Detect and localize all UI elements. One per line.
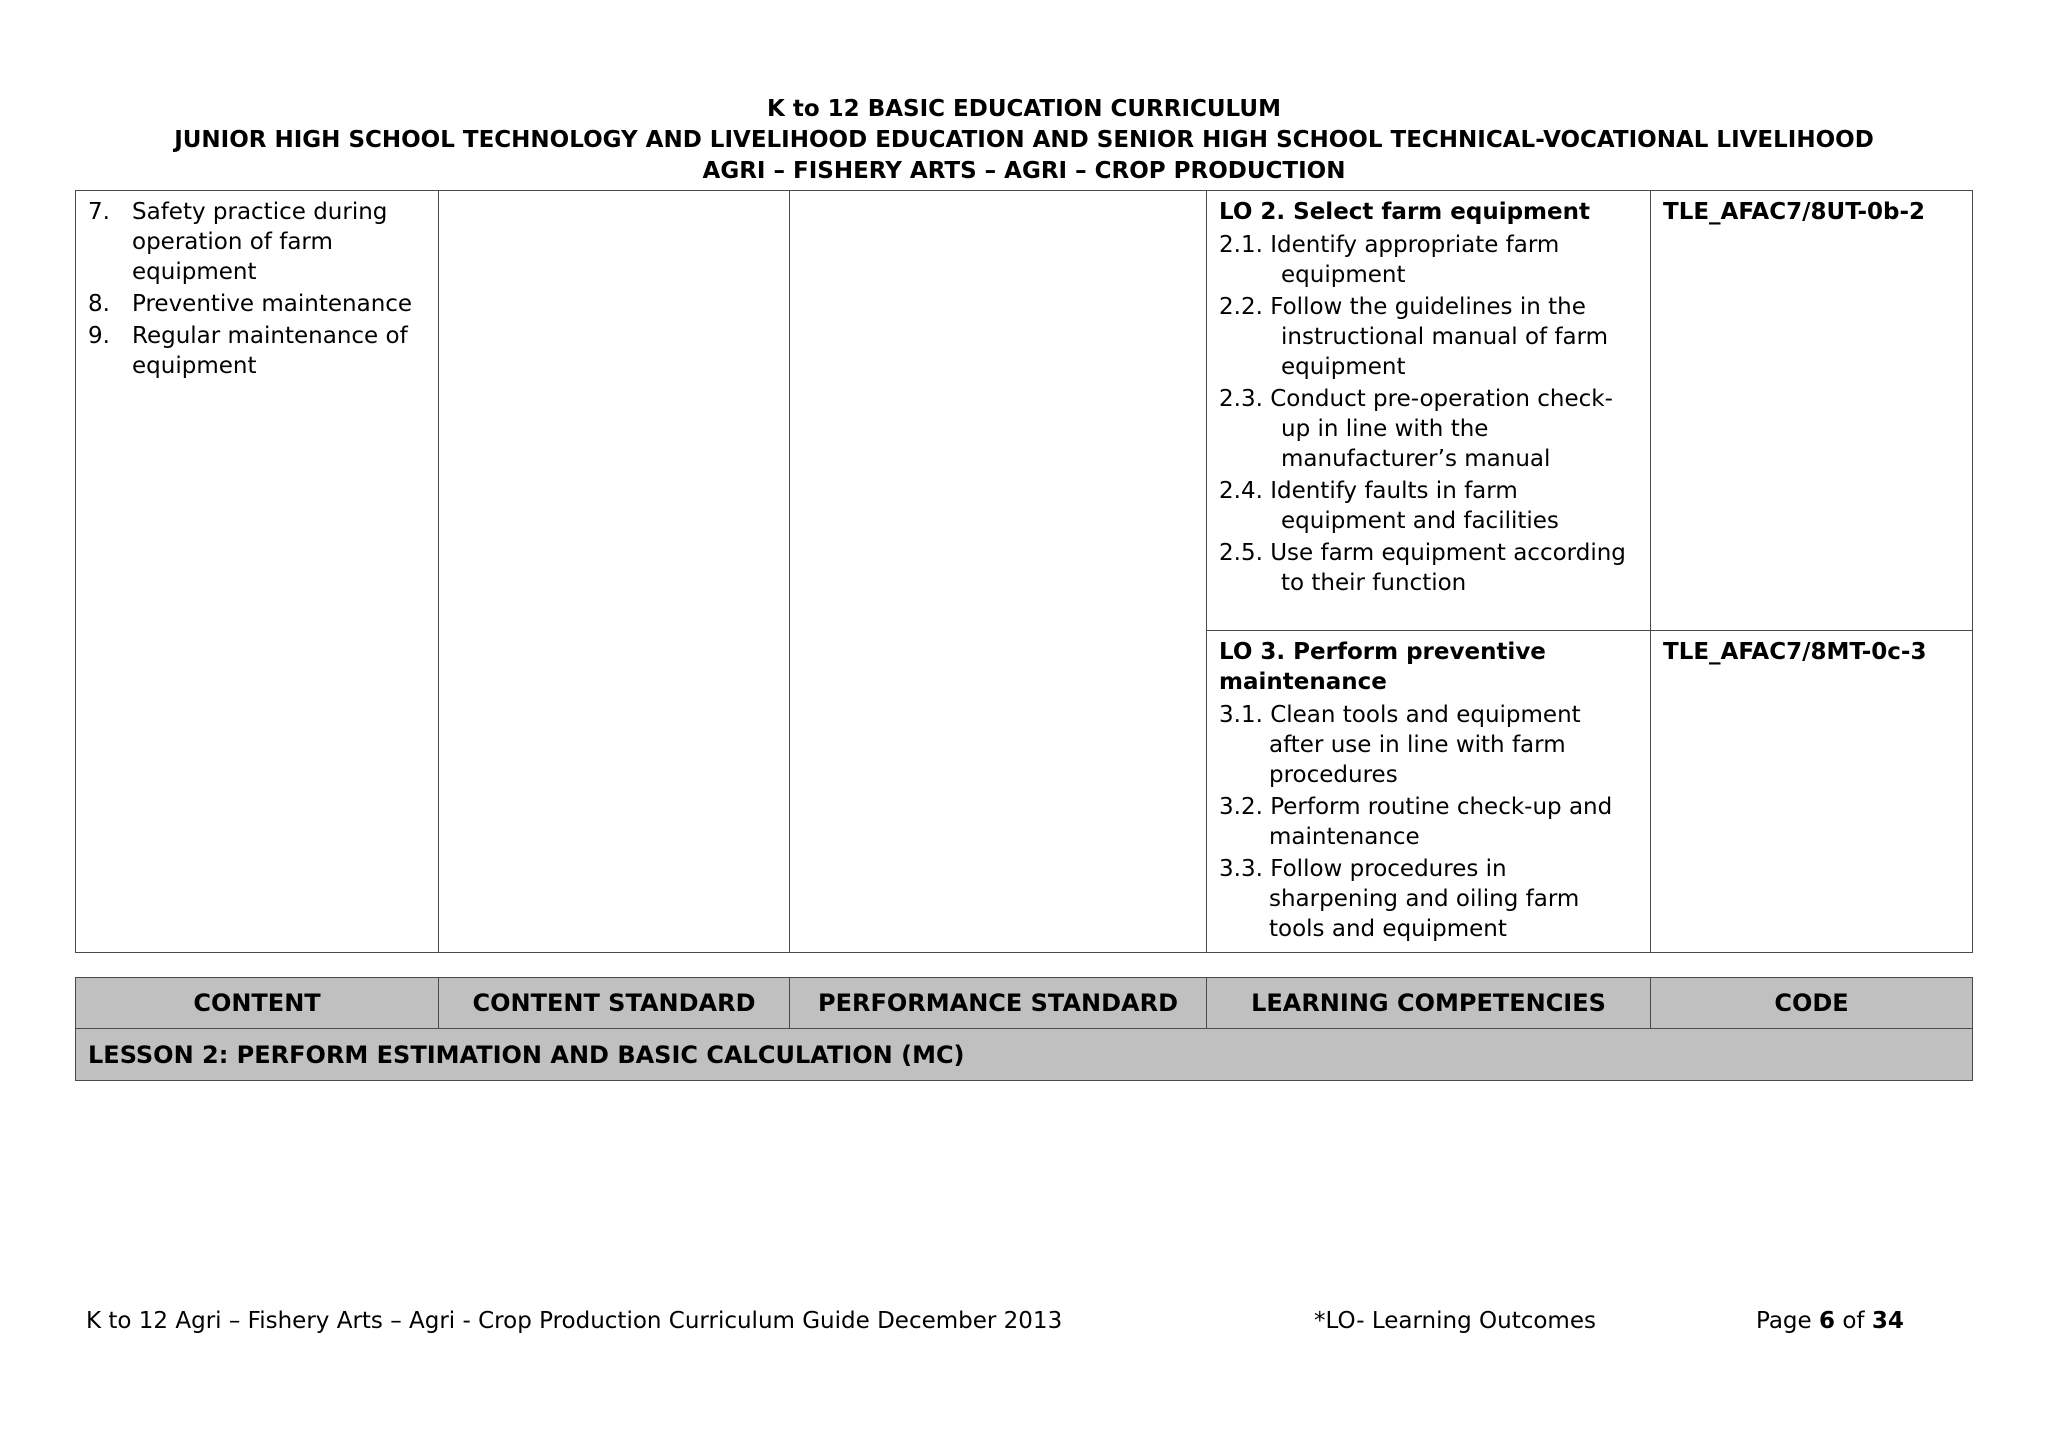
- column-header-learning-competencies: LEARNING COMPETENCIES: [1207, 978, 1651, 1029]
- page-number: Page 6 of 34: [1756, 1308, 1904, 1334]
- list-item: 3.3. Follow procedures in sharpening and oiling farm tools and equipment: [1219, 856, 1580, 942]
- lo2-list: [1219, 230, 1638, 598]
- column-header-content-standard: CONTENT STANDARD: [439, 978, 790, 1029]
- lo2-cell: [1207, 191, 1651, 631]
- list-item: 2.4. Identify faults in farm equipment and facilities: [1219, 478, 1559, 534]
- list-item: 2.1. Identify appropriate farm equipment: [1219, 232, 1560, 288]
- lo2-title: LO 2. Select farm equipment: [1219, 199, 1590, 225]
- header-subtitle: JUNIOR HIGH SCHOOL TECHNOLOGY AND LIVELIHOOD EDUCATION AND SENIOR HIGH SCHOOL TECHNICAL-VOCATIONAL LIVELIHOOD: [174, 127, 1874, 153]
- lo3-title: LO 3. Perform preventive maintenance: [1219, 639, 1546, 695]
- list-item: 8. Preventive maintenance: [88, 291, 413, 317]
- list-item: 9. Regular maintenance of equipment: [88, 323, 408, 379]
- list-item: 3.1. Clean tools and equipment after use in line with farm procedures: [1219, 702, 1581, 788]
- lo3-code-cell: [1651, 631, 1973, 953]
- list-item: 7. Safety practice during operation of farm equipment: [88, 199, 388, 285]
- lo2-code-cell: [1651, 191, 1973, 631]
- column-header-code: CODE: [1651, 978, 1973, 1029]
- content-cell: [76, 191, 439, 953]
- lesson-title: LESSON 2: PERFORM ESTIMATION AND BASIC CALCULATION (MC): [76, 1029, 1973, 1081]
- content-list: [88, 197, 426, 381]
- list-item: 2.3. Conduct pre-operation check-up in line with the manufacturer’s manual: [1219, 386, 1613, 472]
- curriculum-table: [75, 190, 1973, 953]
- content-standard-cell: [439, 191, 790, 953]
- lo2-code: TLE_AFAC7/8UT-0b-2: [1663, 199, 1926, 225]
- header-title: K to 12 BASIC EDUCATION CURRICULUM: [767, 96, 1281, 122]
- header-subject: AGRI – FISHERY ARTS – AGRI – CROP PRODUCTION: [702, 158, 1346, 184]
- performance-standard-cell: [790, 191, 1207, 953]
- list-item: 3.2. Perform routine check-up and maintenance: [1219, 794, 1613, 850]
- column-header-content: CONTENT: [76, 978, 439, 1029]
- lo3-list: [1219, 700, 1638, 944]
- list-item: 2.5. Use farm equipment according to their function: [1219, 540, 1626, 596]
- document-header: [0, 94, 2048, 187]
- footer-note: *LO- Learning Outcomes: [1314, 1308, 1596, 1334]
- lesson-header-table: [75, 977, 1973, 1081]
- footer-guide: K to 12 Agri – Fishery Arts – Agri - Crop Production Curriculum Guide December 2013: [86, 1308, 1063, 1334]
- lo3-cell: [1207, 631, 1651, 953]
- lo3-code: TLE_AFAC7/8MT-0c-3: [1663, 639, 1927, 665]
- column-header-performance-standard: PERFORMANCE STANDARD: [790, 978, 1207, 1029]
- list-item: 2.2. Follow the guidelines in the instructional manual of farm equipment: [1219, 294, 1609, 380]
